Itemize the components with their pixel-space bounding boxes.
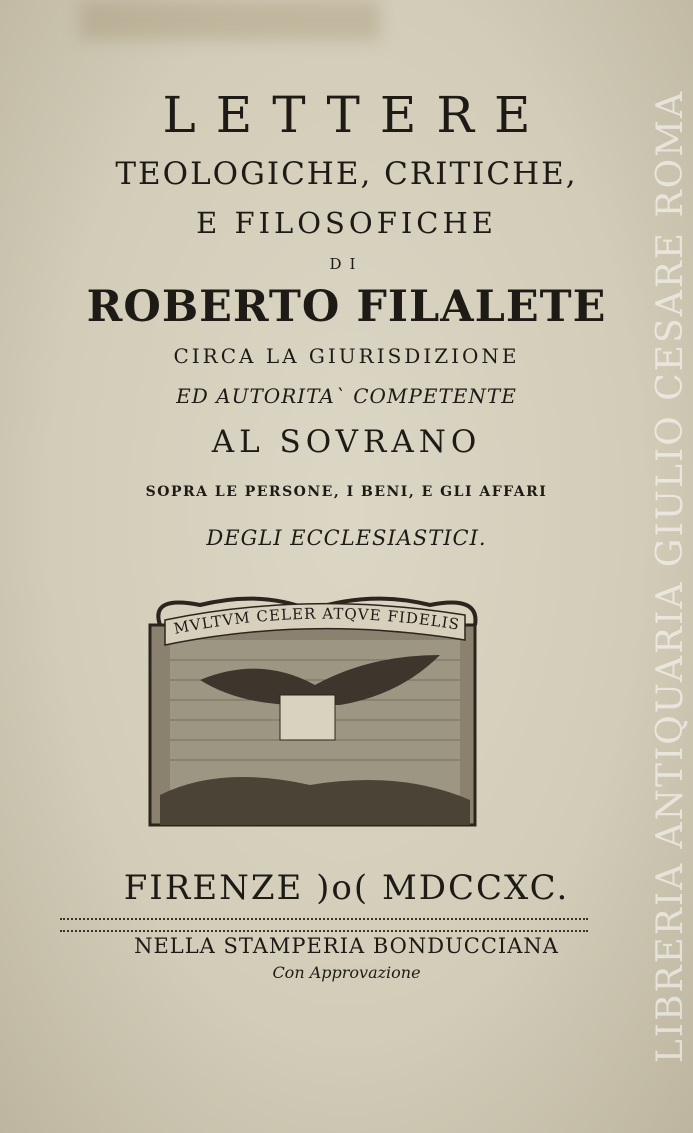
title-line-3: E FILOSOFICHE xyxy=(196,206,497,240)
imprint-place-date: FIRENZE )o( MDCCXC. xyxy=(123,868,570,908)
ornamental-rule xyxy=(60,918,588,932)
title-lettere: LETTERE xyxy=(162,86,551,144)
paper-stain xyxy=(80,0,380,40)
imprint-approval: Con Approvazione xyxy=(272,963,421,982)
watermark: LIBRERIA ANTIQUARIA GIULIO CESARE ROMA xyxy=(650,90,691,1064)
imprint-printer: NELLA STAMPERIA BONDUCCIANA xyxy=(134,934,559,958)
subtitle-line-1: CIRCA LA GIURISDIZIONE xyxy=(173,344,520,368)
printer-vignette-eagle xyxy=(140,585,485,840)
title-line-2: TEOLOGICHE, CRITICHE, xyxy=(115,156,578,192)
subtitle-line-4: SOPRA LE PERSONE, I BENI, E GLI AFFARI xyxy=(145,484,548,500)
subtitle-line-2: ED AUTORITA` COMPETENTE xyxy=(176,384,517,408)
vignette-motto: MVLTVM CELER ATQVE FIDELIS xyxy=(172,604,462,638)
subtitle-line-3: AL SOVRANO xyxy=(211,424,482,460)
subtitle-line-5: DEGLI ECCLESIASTICI. xyxy=(206,526,487,550)
title-di: DI xyxy=(329,255,364,273)
author-name: ROBERTO FILALETE xyxy=(86,282,607,332)
letter-icon xyxy=(280,695,335,740)
